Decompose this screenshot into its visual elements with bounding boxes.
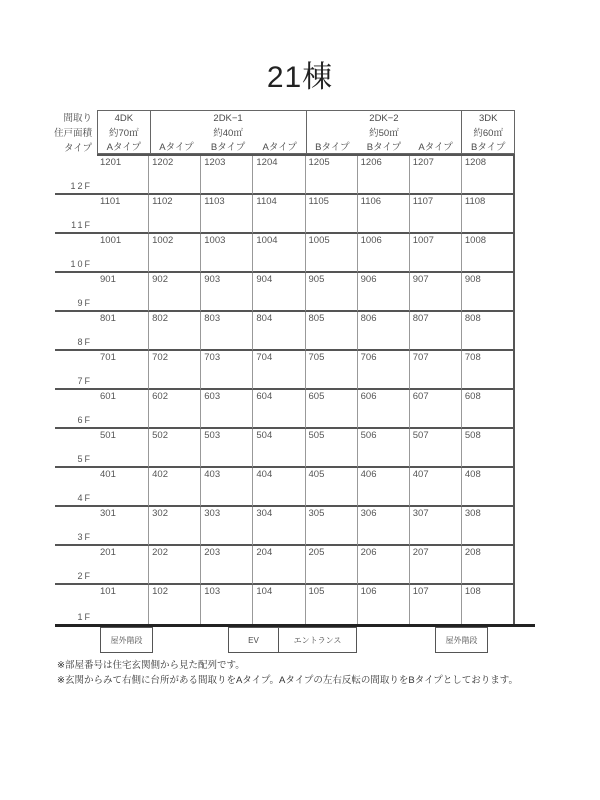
unit-cell: 307: [410, 507, 462, 546]
unit-cell: 1008: [462, 234, 515, 273]
types-3dk: [462, 139, 514, 153]
header-group-3dk: [462, 111, 514, 153]
floor-label: 11F: [55, 195, 97, 234]
unit-cell: 501: [97, 429, 149, 468]
type-label: Bタイプ: [210, 142, 246, 153]
types-2dk2: [307, 139, 462, 153]
floor-label: 7F: [55, 351, 97, 390]
unit-cell: 707: [410, 351, 462, 390]
unit-cell: 205: [306, 546, 358, 585]
floor-label: 10F: [55, 234, 97, 273]
area-2dk2: 約50㎡: [369, 128, 399, 139]
floor-row-2F: [55, 546, 515, 585]
unit-cell: 905: [306, 273, 358, 312]
unit-cell: 1206: [358, 156, 410, 195]
unit-cell: 406: [358, 468, 410, 507]
floor-label: 4F: [55, 468, 97, 507]
unit-cell: 605: [306, 390, 358, 429]
unit-cell: 1005: [306, 234, 358, 273]
unit-cell: 303: [201, 507, 253, 546]
unit-cell: 908: [462, 273, 515, 312]
unit-cell: 1102: [149, 195, 201, 234]
type-label: Aタイプ: [262, 142, 297, 153]
unit-cell: 1108: [462, 195, 515, 234]
floor-label: 3F: [55, 507, 97, 546]
unit-cell: 206: [358, 546, 410, 585]
table-header: [97, 110, 515, 154]
row-label-type: タイプ: [63, 142, 92, 154]
unit-cell: 702: [149, 351, 201, 390]
unit-cell: 902: [149, 273, 201, 312]
unit-cell: 606: [358, 390, 410, 429]
floor-label: 5F: [55, 429, 97, 468]
row-label-madori: 間取り: [63, 113, 92, 125]
unit-cell: 505: [306, 429, 358, 468]
unit-cell: 408: [462, 468, 515, 507]
unit-cell: 1105: [306, 195, 358, 234]
elevator-label: EV: [229, 628, 279, 652]
unit-cell: 1208: [462, 156, 515, 195]
unit-cell: 708: [462, 351, 515, 390]
unit-cell: 101: [97, 585, 149, 624]
floor-row-6F: [55, 390, 515, 429]
unit-cell: 703: [201, 351, 253, 390]
note-type-definition: ※玄関からみて右側に台所がある間取りをAタイプ。Aタイプの左右反転の間取りをBタイプとしております。: [57, 675, 519, 686]
outdoor-stairs-right-label: 屋外階段: [445, 635, 478, 645]
unit-cell: 803: [201, 312, 253, 351]
unit-cell: 104: [253, 585, 305, 624]
unit-cell: 401: [97, 468, 149, 507]
row-label-area: 住戸面積: [53, 128, 92, 139]
unit-cell: 301: [97, 507, 149, 546]
unit-cell: 906: [358, 273, 410, 312]
floor-label: 12F: [55, 156, 97, 195]
types-4dk: [98, 139, 150, 153]
unit-cell: 607: [410, 390, 462, 429]
floor-label: 6F: [55, 390, 97, 429]
madori-2dk1: 2DK−1: [213, 112, 243, 124]
outdoor-stairs-left-box: [100, 627, 153, 653]
unit-cell: 407: [410, 468, 462, 507]
unit-cell: 1006: [358, 234, 410, 273]
unit-cell: 901: [97, 273, 149, 312]
unit-cell: 102: [149, 585, 201, 624]
unit-cell: 608: [462, 390, 515, 429]
unit-cell: 305: [306, 507, 358, 546]
unit-cell: 402: [149, 468, 201, 507]
unit-cell: 1101: [97, 195, 149, 234]
unit-cell: 1207: [410, 156, 462, 195]
unit-cell: 201: [97, 546, 149, 585]
unit-cell: 601: [97, 390, 149, 429]
unit-cell: 403: [201, 468, 253, 507]
unit-cell: 1004: [253, 234, 305, 273]
floor-row-11F: [55, 195, 515, 234]
unit-cell: 302: [149, 507, 201, 546]
unit-cell: 801: [97, 312, 149, 351]
unit-cell: 503: [201, 429, 253, 468]
unit-cell: 506: [358, 429, 410, 468]
floor-label: 1F: [77, 612, 92, 622]
unit-cell: 1203: [201, 156, 253, 195]
unit-cell: 1205: [306, 156, 358, 195]
unit-cell: 1003: [201, 234, 253, 273]
unit-cell: 603: [201, 390, 253, 429]
floor-row-8F: [55, 312, 515, 351]
type-label: Aタイプ: [159, 142, 194, 153]
unit-cell: 807: [410, 312, 462, 351]
unit-cell: 1007: [410, 234, 462, 273]
unit-cell: 306: [358, 507, 410, 546]
floor-row-1F: [55, 585, 515, 624]
unit-cell: 705: [306, 351, 358, 390]
unit-cell: 1107: [410, 195, 462, 234]
unit-cell: 103: [201, 585, 253, 624]
ev-entrance-box: [228, 627, 357, 653]
unit-cell: 107: [410, 585, 462, 624]
unit-cell: 204: [253, 546, 305, 585]
unit-grid: [55, 156, 515, 624]
unit-cell: 804: [253, 312, 305, 351]
unit-cell: 808: [462, 312, 515, 351]
unit-cell: 1104: [253, 195, 305, 234]
unit-cell: 704: [253, 351, 305, 390]
unit-cell: 207: [410, 546, 462, 585]
madori-3dk: 3DK: [478, 112, 498, 124]
type-label: Bタイプ: [471, 142, 506, 153]
unit-cell: 904: [253, 273, 305, 312]
types-2dk1: [151, 139, 306, 153]
type-label: Bタイプ: [366, 142, 402, 153]
unit-cell: 1103: [201, 195, 253, 234]
unit-cell: 1106: [358, 195, 410, 234]
madori-2dk2: 2DK−2: [369, 112, 399, 124]
type-label: Aタイプ: [418, 142, 453, 153]
unit-cell: 1002: [149, 234, 201, 273]
floor-row-3F: [55, 507, 515, 546]
floor-label: 9F: [55, 273, 97, 312]
floor-row-9F: [55, 273, 515, 312]
floor-label: 2F: [55, 546, 97, 585]
type-label: Aタイプ: [106, 142, 141, 153]
floor-row-12F: [55, 156, 515, 195]
unit-cell: 504: [253, 429, 305, 468]
unit-cell: 105: [306, 585, 358, 624]
unit-cell: 701: [97, 351, 149, 390]
unit-cell: 1202: [149, 156, 201, 195]
header-row-labels: [40, 110, 95, 154]
outdoor-stairs-right-box: [435, 627, 488, 653]
unit-cell: 202: [149, 546, 201, 585]
unit-cell: 405: [306, 468, 358, 507]
outdoor-stairs-left-label: 屋外階段: [110, 635, 143, 645]
unit-cell: 404: [253, 468, 305, 507]
floor-row-10F: [55, 234, 515, 273]
unit-cell: 508: [462, 429, 515, 468]
unit-cell: 106: [358, 585, 410, 624]
unit-cell: 806: [358, 312, 410, 351]
unit-cell: 602: [149, 390, 201, 429]
note-room-numbering: ※部屋番号は住宅玄関側から見た配列です。: [57, 660, 245, 671]
entrance-label: エントランス: [293, 635, 342, 645]
floor-row-5F: [55, 429, 515, 468]
unit-cell: 108: [462, 585, 515, 624]
type-label: Bタイプ: [315, 142, 350, 153]
area-4dk: 約70㎡: [109, 128, 139, 139]
header-group-2dk2: [307, 111, 463, 153]
unit-cell: 203: [201, 546, 253, 585]
unit-cell: 805: [306, 312, 358, 351]
unit-cell: 604: [253, 390, 305, 429]
unit-cell: 903: [201, 273, 253, 312]
unit-cell: 1001: [97, 234, 149, 273]
unit-cell: 907: [410, 273, 462, 312]
area-2dk1: 約40㎡: [213, 128, 243, 139]
unit-cell: 706: [358, 351, 410, 390]
unit-cell: 208: [462, 546, 515, 585]
unit-cell: 507: [410, 429, 462, 468]
floor-row-7F: [55, 351, 515, 390]
floor-row-4F: [55, 468, 515, 507]
madori-4dk: 4DK: [114, 112, 134, 124]
unit-cell: 308: [462, 507, 515, 546]
header-group-2dk1: [151, 111, 307, 153]
unit-cell: 1201: [97, 156, 149, 195]
unit-cell: 1204: [253, 156, 305, 195]
unit-cell: 502: [149, 429, 201, 468]
page-title: 21棟: [266, 61, 334, 94]
area-3dk: 約60㎡: [473, 128, 503, 139]
header-group-4dk: [98, 111, 151, 153]
floor-label: 8F: [55, 312, 97, 351]
unit-cell: 304: [253, 507, 305, 546]
unit-cell: 802: [149, 312, 201, 351]
